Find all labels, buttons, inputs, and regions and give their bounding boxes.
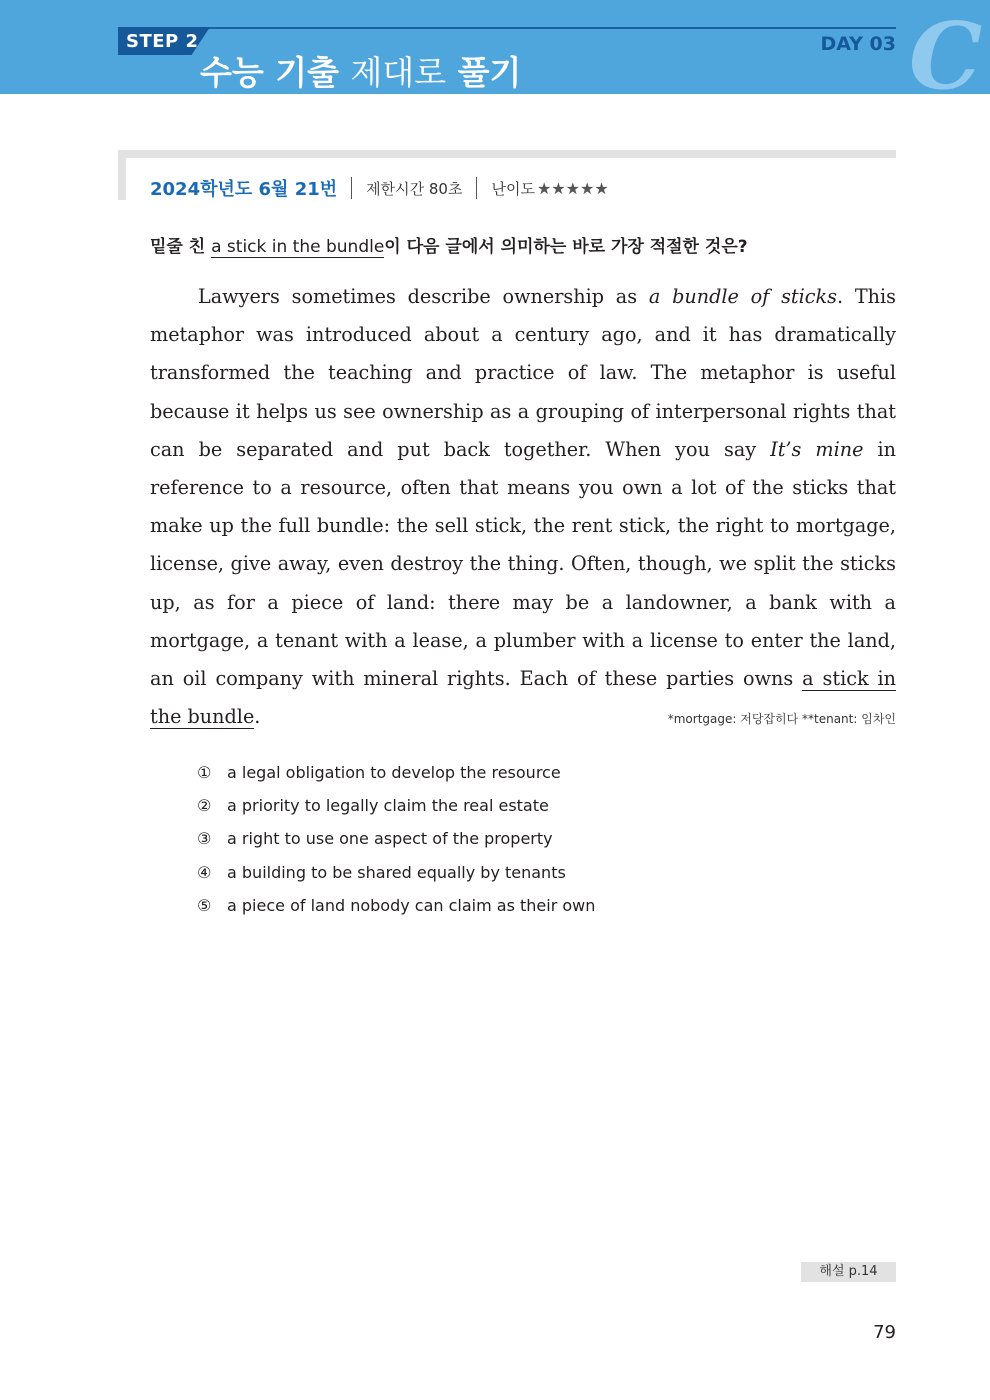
header-divider <box>150 27 896 29</box>
passage-italic-2: It’s mine <box>770 437 864 461</box>
stem-after: 이 다음 글에서 의미하는 바로 가장 적절한 것은? <box>384 237 748 257</box>
passage-underlined-phrase: a stick in the bundle <box>150 667 896 729</box>
reading-passage <box>150 278 896 736</box>
separator <box>476 177 477 199</box>
passage-part-3: in reference to a resource, often that means you own a lot of the sticks that make up the full bundle: the sell stick, the rent stick, the right to mortgage, license, give away, even destroy the thing. Often, though, we split the sticks up, as for a piece of land: there may be a landowner, a bank with a mortgage, a tenant with a lease, a plumber with a license to enter the land, an oil company with mineral rights. Each of these parties owns <box>150 437 897 691</box>
stem-underlined-phrase: a stick in the bundle <box>211 237 385 257</box>
answer-reference: 해설 p.14 <box>801 1262 896 1282</box>
page-title <box>200 47 521 94</box>
choice-5[interactable] <box>197 889 595 922</box>
choice-number: ② <box>197 796 212 816</box>
choice-text: a right to use one aspect of the property <box>227 829 553 849</box>
choice-number: ③ <box>197 829 212 849</box>
choice-text: a priority to legally claim the real estate <box>227 796 549 816</box>
footnote: *mortgage: 저당잡히다 **tenant: 임차인 <box>667 712 896 726</box>
page-number: 79 <box>873 1322 896 1343</box>
question-source: 2024학년도 6월 21번 <box>150 179 338 200</box>
choice-2[interactable] <box>197 789 595 822</box>
choice-text: a legal obligation to develop the resource <box>227 763 561 783</box>
choice-text: a piece of land nobody can claim as their own <box>227 895 596 915</box>
passage-part-2: . This metaphor was introduced about a century ago, and it has dramatically transformed the teaching and practice of law. The metaphor is useful because it helps us see ownership as a grouping of interpersonal rights that can be separated and put back together. When you say <box>150 285 897 461</box>
answer-choices <box>197 756 595 922</box>
choice-4[interactable] <box>197 856 595 889</box>
info-left-rule <box>118 150 126 200</box>
section-letter: C <box>909 2 983 110</box>
choice-number: ④ <box>197 862 212 882</box>
title-part-3: 풀기 <box>457 53 522 92</box>
passage-end: . <box>254 705 261 729</box>
choice-1[interactable] <box>197 756 595 789</box>
info-top-rule <box>118 150 896 158</box>
difficulty-stars: ★★★★★ <box>536 178 609 198</box>
step-label: STEP 2 <box>126 31 199 52</box>
passage-part-1: Lawyers sometimes describe ownership as <box>198 285 649 308</box>
stem-before: 밑줄 친 <box>150 237 212 257</box>
choice-number: ① <box>197 763 212 783</box>
choice-3[interactable] <box>197 822 595 855</box>
question-stem <box>150 232 748 257</box>
passage-italic-1: a bundle of sticks <box>648 285 837 308</box>
difficulty-label: 난이도 <box>491 179 535 198</box>
separator <box>351 177 352 199</box>
day-label: DAY 03 <box>820 33 896 55</box>
time-limit: 제한시간 80초 <box>366 179 463 198</box>
title-part-2: 제대로 <box>350 53 447 92</box>
choice-number: ⑤ <box>197 895 212 915</box>
question-info <box>150 175 609 201</box>
choice-text: a building to be shared equally by tenants <box>227 862 566 882</box>
title-part-1: 수능 기출 <box>200 53 340 92</box>
